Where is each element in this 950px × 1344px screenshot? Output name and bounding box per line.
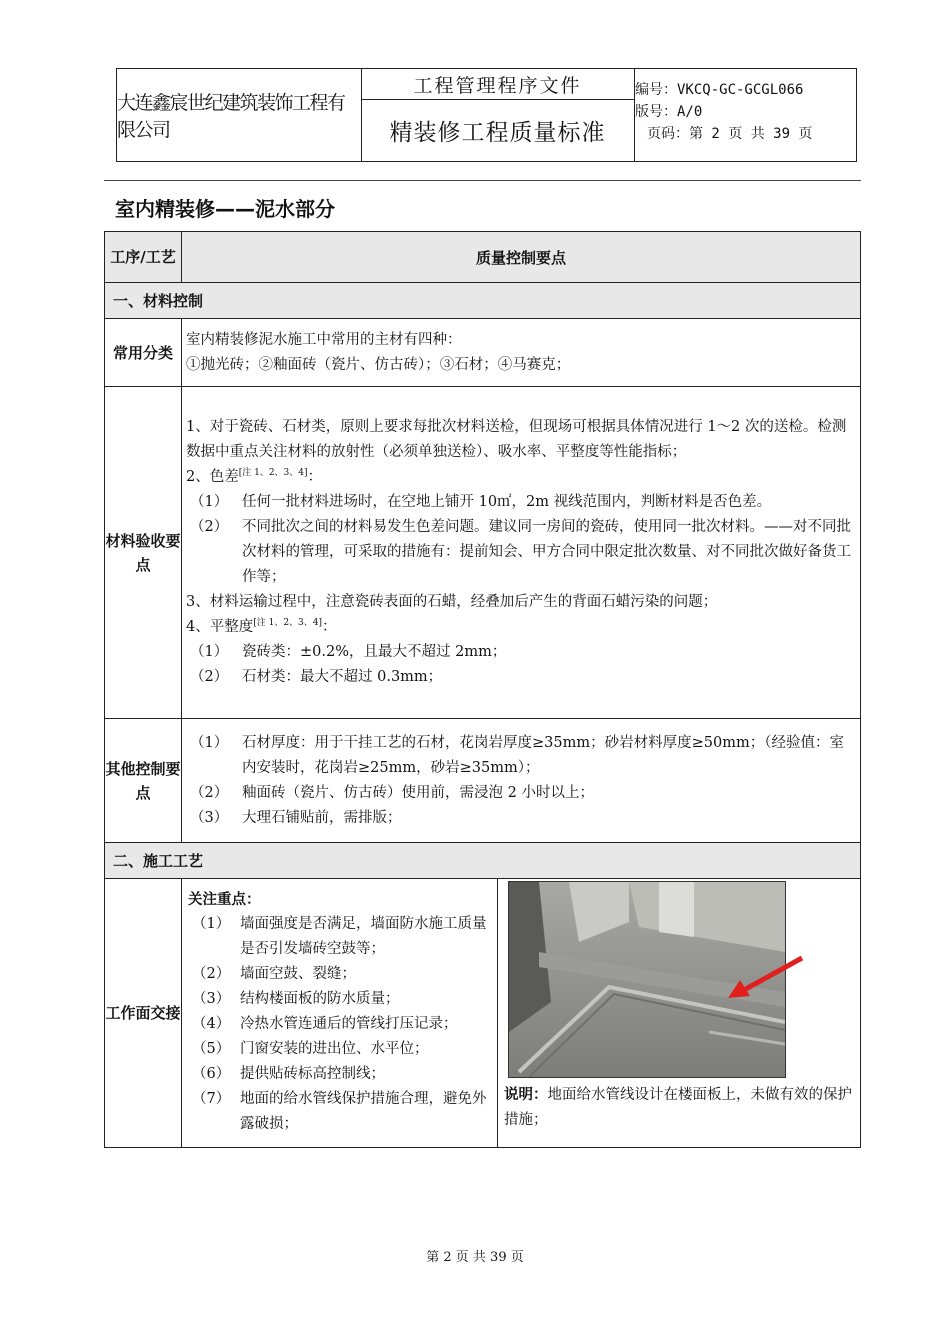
list-item: （2） 墙面空鼓、裂缝； [192,966,356,982]
row-label-handover: 工作面交接 [105,879,182,1148]
focus-heading: 关注重点： [188,891,261,908]
document-header [116,68,857,162]
section-bar-materials: 一、材料控制 [105,283,861,319]
doc-type: 工程管理程序文件 [361,69,634,100]
list-item: （3） 结构楼面板的防水质量； [192,991,400,1007]
col-header-quality: 质量控制要点 [182,232,861,283]
red-arrow-icon [722,950,812,1010]
company-name: 大连鑫宸世纪建筑装饰工程有限公司 [117,69,362,161]
header-divider [104,180,861,181]
row-content-other [182,719,861,843]
list-item: （2） 不同批次之间的材料易发生色差问题。建议同一房间的瓷砖，使用同一批次材料。——对不同批次材料的管理，可采取的措施有：提前知会、甲方合同中限定批次数量、对不同批次做好备货工作等； [190,519,851,585]
list-item: （7） 地面的给水管线保护措施合理，避免外露破损； [192,1091,487,1132]
col-header-process: 工序/工艺 [105,232,182,283]
list-item: （1） 墙面强度是否满足，墙面防水施工质量是否引发墙砖空鼓等； [192,916,487,957]
list-item: （4） 冷热水管连通后的管线打压记录； [192,1016,458,1032]
inspection-p4: 4、平整度[注 1、2、3、4]： [186,618,337,635]
list-item: （6） 提供贴砖标高控制线； [192,1066,385,1082]
list-item: （1） 石材厚度：用于干挂工艺的石材，花岗岩厚度≥35mm；砂岩材料厚度≥50mm；（经验值：室内安装时，花岗岩≥25mm，砂岩≥35mm）； [190,734,844,776]
list-item: （5） 门窗安装的进出位、水平位； [192,1041,429,1057]
handover-focus-list [182,879,498,1147]
inspection-p3: 3、材料运输过程中，注意瓷砖表面的石蜡，经叠加后产生的背面石蜡污染的问题； [186,594,718,610]
row-content-inspection [182,387,861,719]
doc-version: 版号：A/0 [635,104,703,120]
row-content-handover [182,879,861,1148]
header-meta [635,79,857,145]
section-bar-construction: 二、施工工艺 [105,843,861,879]
doc-title: 精装修工程质量标准 [389,120,606,146]
row-label-common: 常用分类 [105,319,182,387]
common-line-1: 室内精装修泥水施工中常用的主材有四种： [186,331,462,348]
note-ref: [注 1、2、3、4] [238,468,308,479]
doc-page: 页码：第 2 页 共 39 页 [647,126,813,142]
row-label-inspection: 材料验收要点 [105,387,182,719]
row-content-common [182,319,861,387]
row-label-other: 其他控制要点 [105,719,182,843]
section-title: 室内精装修——泥水部分 [115,197,335,221]
inspection-p1: 1、对于瓷砖、石材类，原则上要求每批次材料送检，但现场可根据具体情况进行 1～2 次的送检。检测数据中重点关注材料的放射性（必须单独送检）、吸水率、平整度等性能指标； [186,419,847,460]
note-ref: [注 1、2、3、4] [253,618,323,629]
list-item: （3） 大理石铺贴前，需排版； [190,809,402,826]
inspection-p2: 2、色差[注 1、2、3、4]： [186,468,323,485]
list-item: （2） 石材类：最大不超过 0.3mm； [190,669,443,685]
list-item: （1） 任何一批材料进场时，在空地上铺开 10㎡，2m 视线范围内，判断材料是否色差。 [190,494,772,510]
list-item: （1） 瓷砖类：±0.2%，且最大不超过 2mm； [190,644,507,660]
doc-code: 编号：VKCQ-GC-GCGL066 [635,82,804,98]
list-item: （2） 釉面砖（瓷片、仿古砖）使用前，需浸泡 2 小时以上； [190,784,594,801]
handover-photo-panel [498,879,860,1147]
common-line-2: ①抛光砖；②釉面砖（瓷片、仿古砖）；③石材；④马赛克； [186,356,571,373]
photo-caption: 说明：地面给水管线设计在楼面板上，未做有效的保护措施； [504,1086,852,1128]
quality-table [104,231,861,1148]
page-footer: 第 2 页 共 39 页 [426,1250,524,1265]
header-middle [361,69,635,161]
